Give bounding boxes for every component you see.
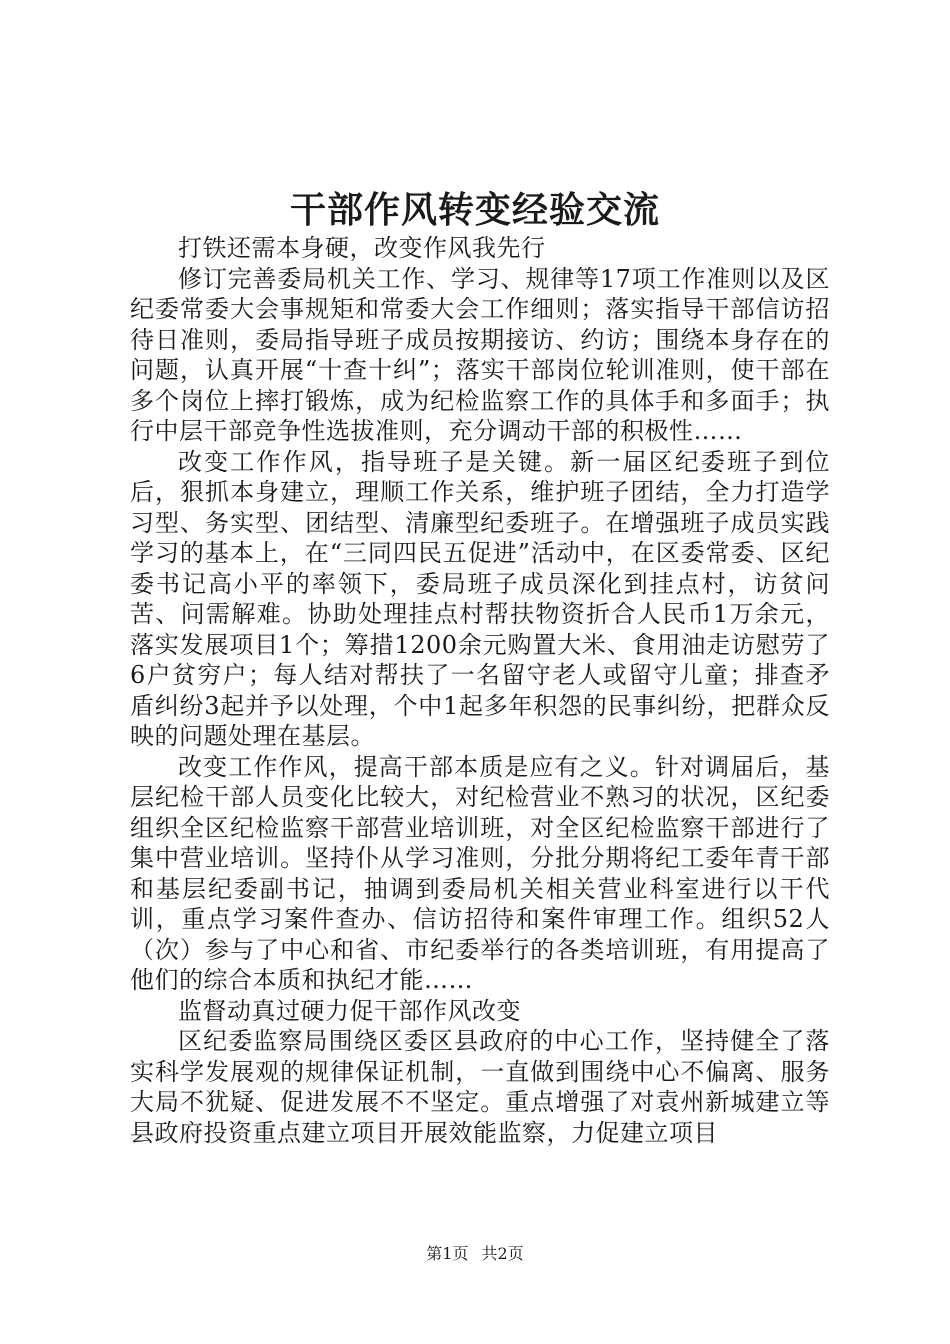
paragraph: 改变工作作风，指导班子是关键。新一届区纪委班子到位后，狠抓本身建立，理顺工作关系，维护班子团结，全力打造学习型、务实型、团结型、清廉型纪委班子。在增强班子成员实践学习的基本上，在“三同四民五促进”活动中，在区委常委、区纪委书记高小平的率领下，委局班子成员深化到挂点村，访贫问苦、问需解难。协助处理挂点村帮扶物资折合人民币1万余元，落实发展项目1个；筹措1200余元购置大米、食用油走访慰劳了6户贫穷户；每人结对帮扶了一名留守老人或留守儿童；排查矛盾纠纷3起并予以处理，个中1起多年积怨的民事纠纷，把群众反映的问题处理在基层。 <box>130 447 830 750</box>
paragraph: 打铁还需本身硬，改变作风我先行 <box>178 234 546 262</box>
paragraph: 监督动真过硬力促干部作风改变 <box>178 996 521 1025</box>
page-footer <box>0 1244 950 1264</box>
paragraph: 区纪委监察局围绕区委区县政府的中心工作，坚持健全了落实科学发展观的规律保证机制，一直做到围绕中心不偏离、服务大局不犹疑、促进发展不不坚定。重点增强了对袁州新城建立等县政府投资重点建立项目开展效能监察，力促建立项目 <box>130 1027 830 1147</box>
page-number: 第1页 <box>426 1244 469 1263</box>
paragraph: 修订完善委局机关工作、学习、规律等17项工作准则以及区纪委常委大会事规矩和常委大会工作细则；落实指导干部信访招待日准则，委局指导班子成员按期接访、约访；围绕本身存在的问题，认真开展“十查十纠”；落实干部岗位轮训准则，使干部在多个岗位上摔打锻炼，成为纪检监察工作的具体手和多面手；执行中层干部竞争性选拔准则，充分调动干部的积极性…… <box>130 264 830 445</box>
page-total: 共2页 <box>481 1244 524 1263</box>
document-body <box>130 233 830 1148</box>
paragraph: 改变工作作风，提高干部本质是应有之义。针对调届后，基层纪检干部人员变化比较大，对纪检营业不熟习的状况，区纪委组织全区纪检监察干部营业培训班，对全区纪检监察干部进行了集中营业培训。坚持仆从学习准则，分批分期将纪工委年青干部和基层纪委副书记，抽调到委局机关相关营业科室进行以干代训，重点学习案件查办、信访招待和案件审理工作。组织52人（次）参与了中心和省、市纪委举行的各类培训班，有用提高了他们的综合本质和执纪才能…… <box>130 752 830 994</box>
document-title: 干部作风转变经验交流 <box>289 189 660 231</box>
